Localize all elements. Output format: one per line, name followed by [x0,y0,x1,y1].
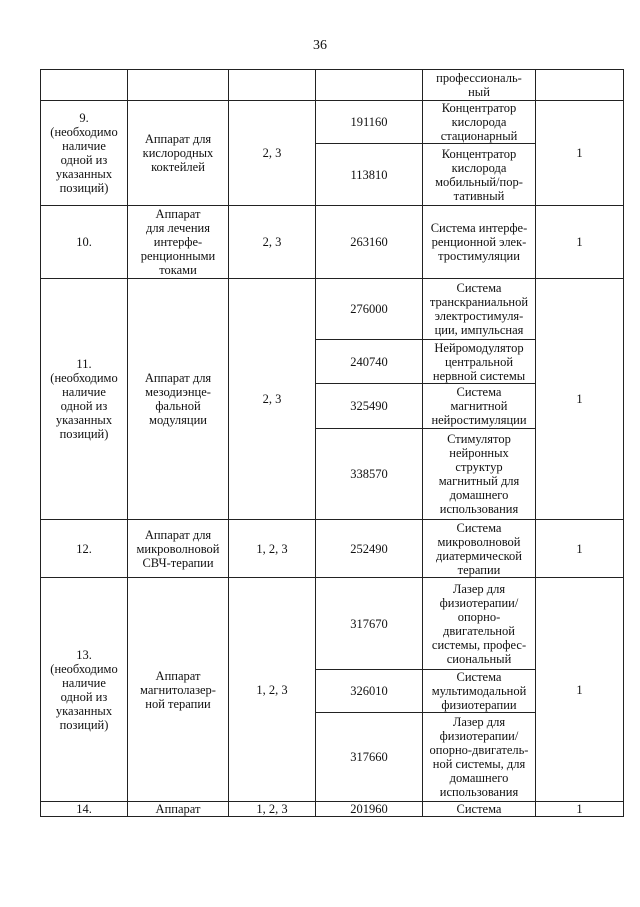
quantity-cell [536,70,624,101]
nomenclature-code-cell: 113810 [316,144,423,206]
nomenclature-code-cell: 317670 [316,578,423,670]
nomenclature-device-cell: Лазер для физиотерапии/ опорно-двигатель- ной системы, для домашнего использования [423,713,536,802]
nomenclature-device-cell: Концентратор кислорода стационарный [423,101,536,144]
nomenclature-code-cell: 201960 [316,802,423,817]
nomenclature-device-cell: Стимулятор нейронных структур магнитный для домашнего использования [423,429,536,520]
device-name-cell: Аппарат магнитолазер- ной терапии [128,578,229,802]
quantity-cell: 1 [536,802,624,817]
lists-cell: 1, 2, 3 [229,578,316,802]
device-name-cell: Аппарат [128,802,229,817]
nomenclature-device-cell: Система микроволновой диатермической терапии [423,520,536,578]
device-name-cell: Аппарат для лечения интерфе- ренционными токами [128,206,229,279]
equipment-table [40,69,624,817]
nomenclature-code-cell: 317660 [316,713,423,802]
item-number-cell: 13. (необходимо наличие одной из указанных позиций) [41,578,128,802]
device-name-cell: Аппарат для мезодиэнце- фальной модуляции [128,279,229,520]
nomenclature-device-cell: Система [423,802,536,817]
equipment-table-body [41,70,624,817]
nomenclature-device-cell: Система мультимодальной физиотерапии [423,670,536,713]
nomenclature-code-cell: 191160 [316,101,423,144]
table-row [41,520,624,578]
device-name-cell: Аппарат для кислородных коктейлей [128,101,229,206]
nomenclature-device-cell: Нейромодулятор центральной нервной системы [423,340,536,384]
nomenclature-code-cell [316,70,423,101]
table-row [41,279,624,340]
nomenclature-code-cell: 240740 [316,340,423,384]
nomenclature-device-cell: Система транскраниальной электростимуля- ции, импульсная [423,279,536,340]
item-number-cell: 12. [41,520,128,578]
lists-cell: 1, 2, 3 [229,520,316,578]
page-number: 36 [313,38,327,53]
nomenclature-device-cell: Система интерфе- ренционной элек- тростимуляции [423,206,536,279]
quantity-cell: 1 [536,520,624,578]
table-row [41,101,624,144]
nomenclature-device-cell: Лазер для физиотерапии/ опорно- двигательной системы, профес- сиональный [423,578,536,670]
table-row [41,578,624,670]
nomenclature-code-cell: 263160 [316,206,423,279]
item-number-cell [41,70,128,101]
table-row [41,70,624,101]
lists-cell: 2, 3 [229,101,316,206]
item-number-cell: 14. [41,802,128,817]
nomenclature-code-cell: 326010 [316,670,423,713]
quantity-cell: 1 [536,101,624,206]
item-number-cell: 9. (необходимо наличие одной из указанных позиций) [41,101,128,206]
device-name-cell [128,70,229,101]
nomenclature-device-cell: Концентратор кислорода мобильный/пор- тативный [423,144,536,206]
lists-cell: 1, 2, 3 [229,802,316,817]
nomenclature-device-cell: Система магнитной нейростимуляции [423,384,536,429]
lists-cell [229,70,316,101]
lists-cell: 2, 3 [229,206,316,279]
nomenclature-device-cell: профессиональ- ный [423,70,536,101]
quantity-cell: 1 [536,206,624,279]
quantity-cell: 1 [536,279,624,520]
table-row [41,206,624,279]
quantity-cell: 1 [536,578,624,802]
nomenclature-code-cell: 338570 [316,429,423,520]
item-number-cell: 11. (необходимо наличие одной из указанных позиций) [41,279,128,520]
device-name-cell: Аппарат для микроволновой СВЧ-терапии [128,520,229,578]
item-number-cell: 10. [41,206,128,279]
nomenclature-code-cell: 252490 [316,520,423,578]
table-row [41,802,624,817]
nomenclature-code-cell: 325490 [316,384,423,429]
nomenclature-code-cell: 276000 [316,279,423,340]
lists-cell: 2, 3 [229,279,316,520]
